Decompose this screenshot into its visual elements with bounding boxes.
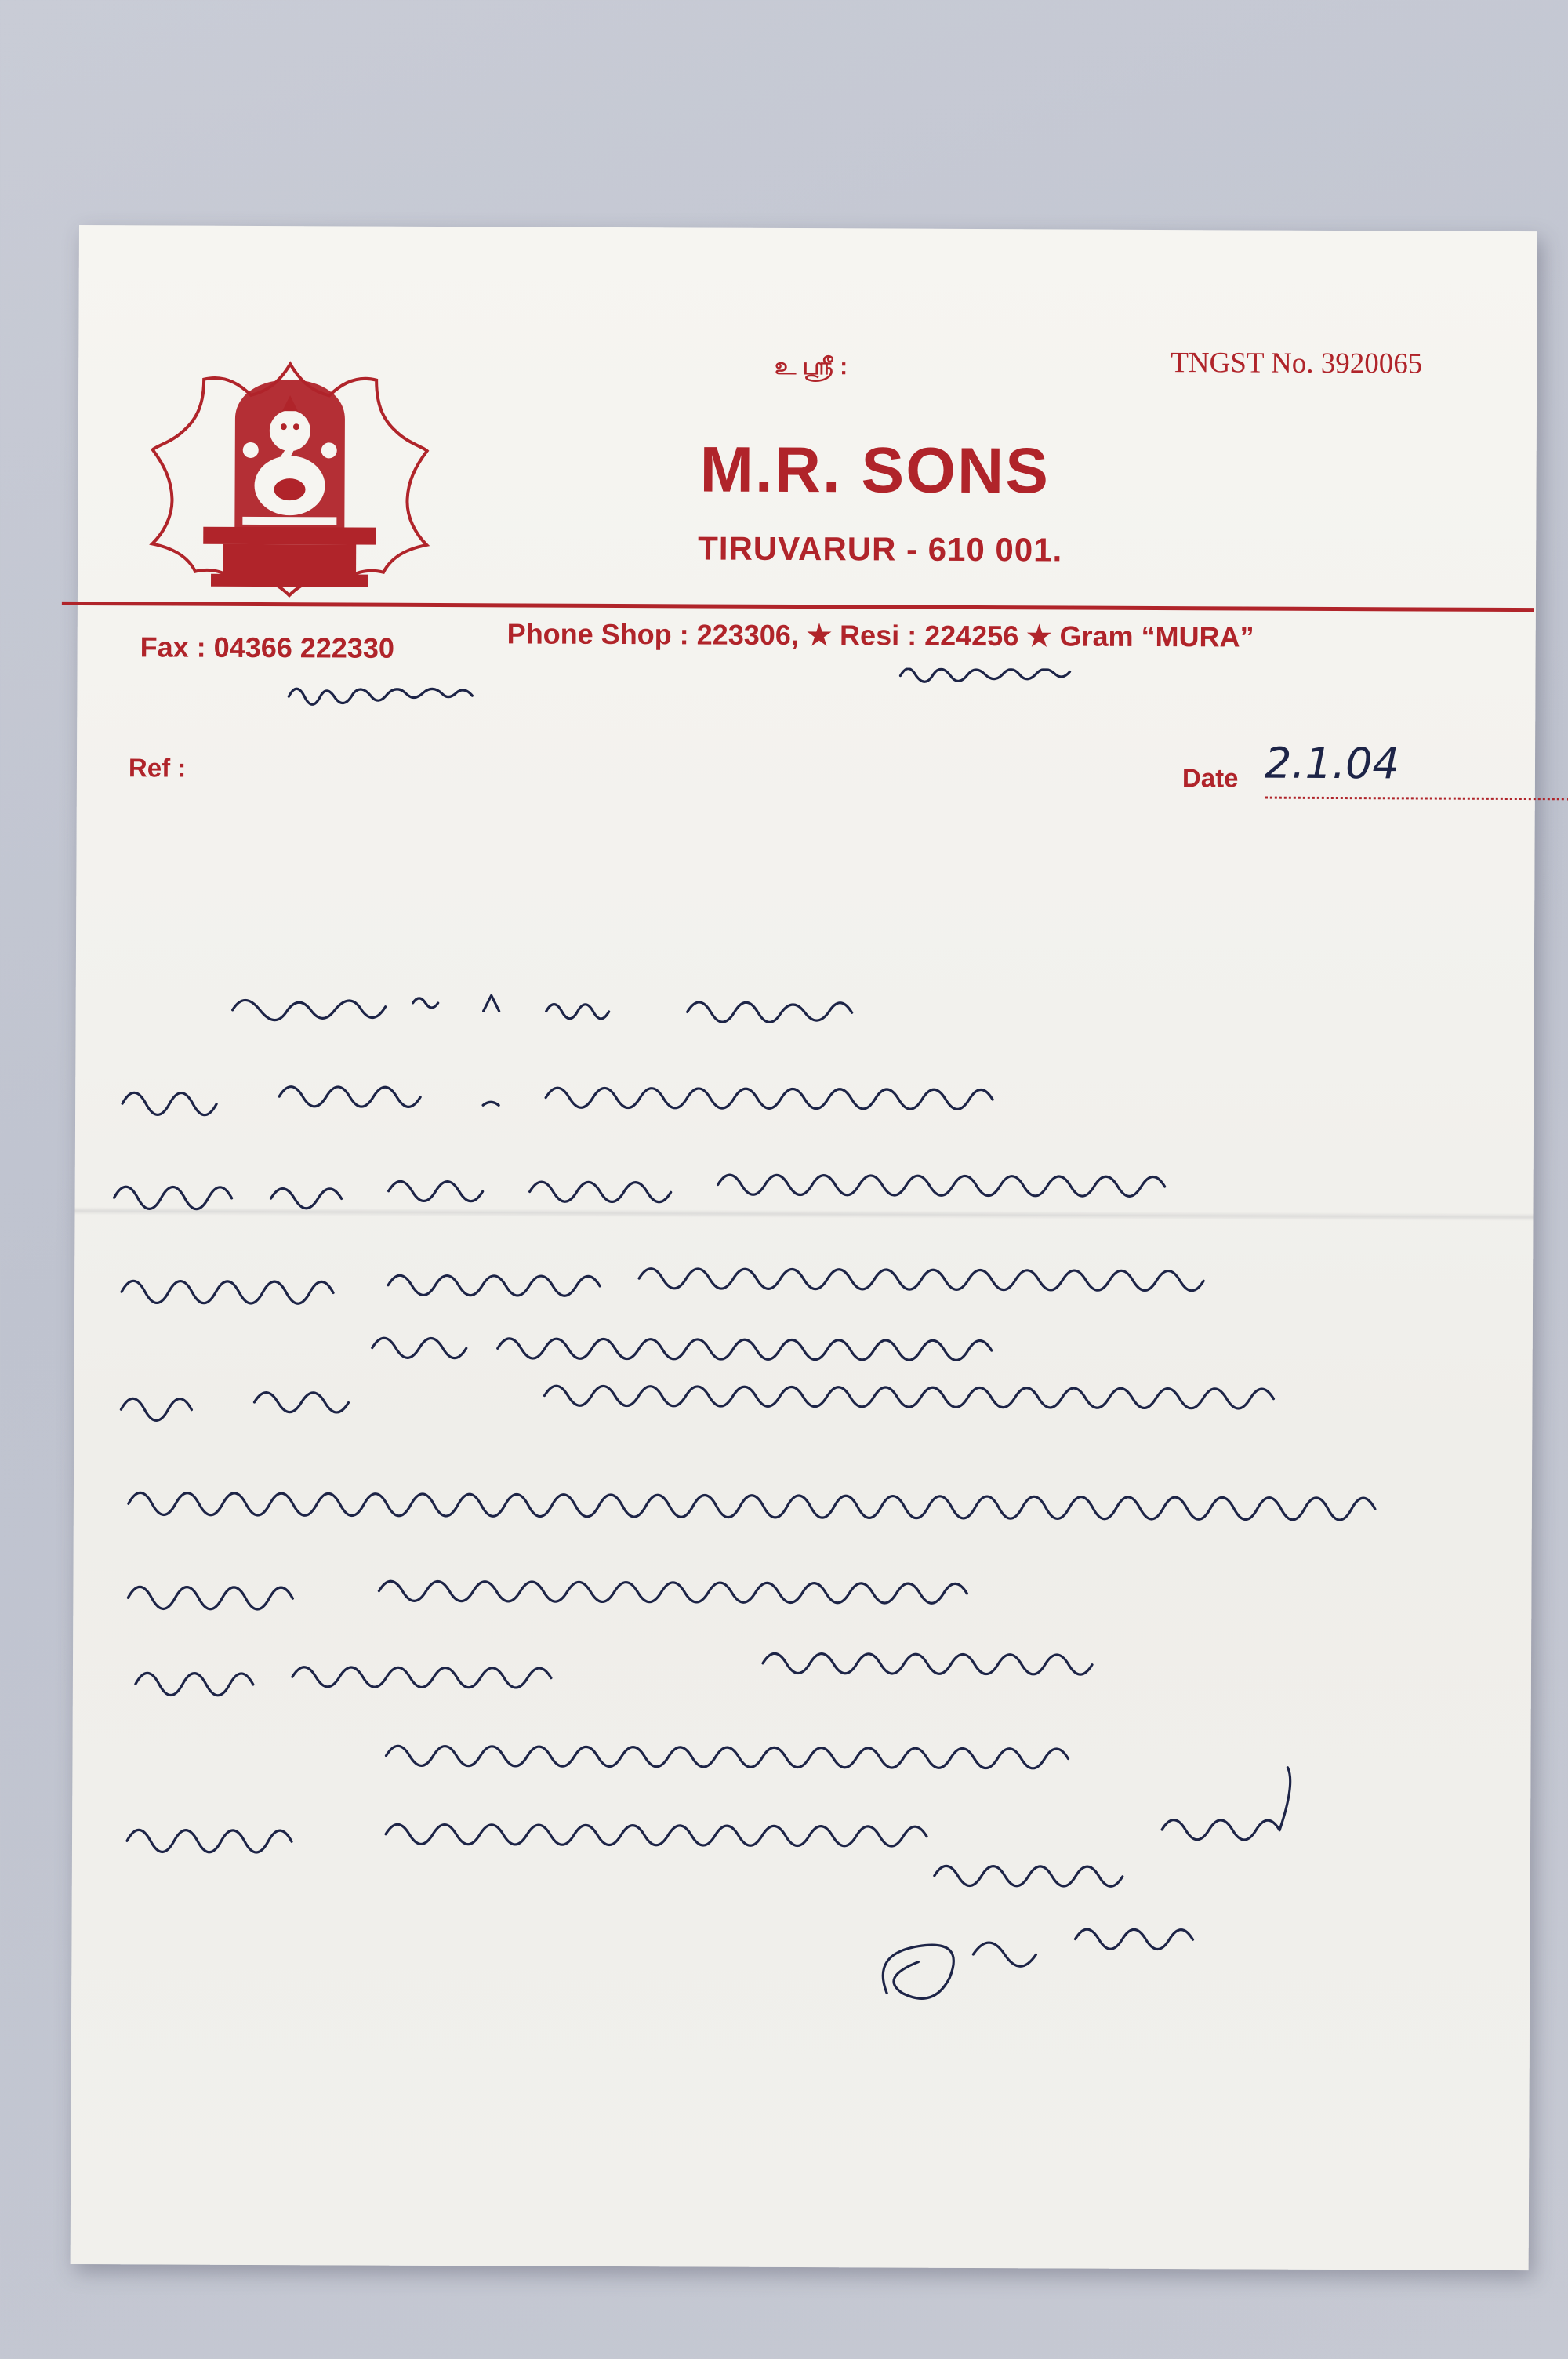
handwritten-letter-body: [71, 664, 1535, 2161]
tngst-number: TNGST No. 3920065: [1171, 347, 1423, 380]
letter-sheet: [71, 225, 1537, 2270]
invocation-mark: உ ஸ்ரீ :: [775, 353, 848, 380]
ganesha-logo: [148, 347, 431, 608]
company-name: M.R. SONS: [699, 434, 1051, 507]
phone-numbers: Phone Shop : 223306, ★ Resi : 224256 ★ Gram “MURA”: [506, 617, 1254, 653]
handwritten-date: 2.1.04: [1264, 738, 1399, 789]
date-label: Date: [1181, 763, 1239, 793]
company-city: TIRUVARUR - 610 001.: [698, 529, 1063, 569]
fax-number: Fax : 04366 222330: [140, 631, 395, 664]
ref-label: Ref :: [128, 753, 187, 783]
